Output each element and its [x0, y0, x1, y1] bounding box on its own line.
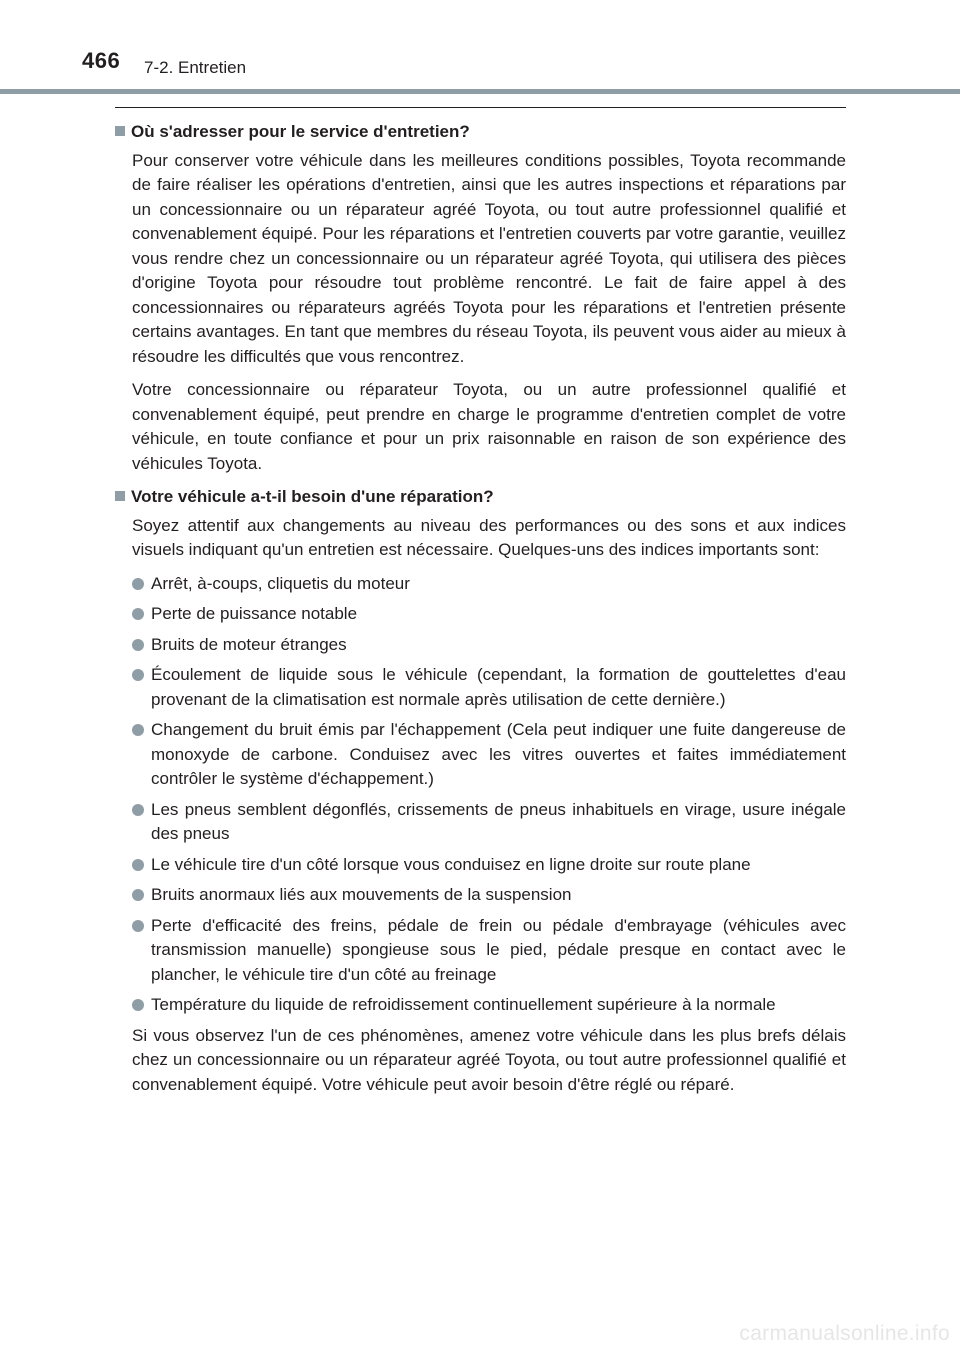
list-item-text: Perte de puissance notable: [151, 604, 358, 623]
list-item: [132, 914, 846, 988]
paragraph: Si vous observez l'un de ces phénomènes, amenez votre véhicule dans les plus brefs délais chez un concessionnaire ou un réparateur agréé Toyota, ou tout autre professionnel qualifié et convenablement équipé. Votre véhicule peut avoir besoin d'être réglé ou réparé.: [132, 1025, 846, 1094]
header-bar: [0, 89, 960, 94]
paragraph: Votre concessionnaire ou réparateur Toyota, ou un autre professionnel qualifié et convenablement équipé, peut prendre en charge le programme d'entretien complet de votre véhicule, en toute confiance et pour un prix raisonnable en raison de son expérience des véhicules Toyota.: [132, 380, 846, 473]
list-item-text: Arrêt, à-coups, cliquetis du moteur: [151, 573, 410, 593]
list-item-text: Le véhicule tire d'un côté lorsque vous conduisez en ligne droite sur route plane: [151, 854, 751, 874]
section-title: 7-2. Entretien: [144, 58, 247, 77]
circle-bullet-icon: [132, 669, 144, 681]
circle-bullet-icon: [132, 804, 144, 816]
list-item: [132, 993, 846, 1018]
circle-bullet-icon: [132, 608, 144, 620]
section-heading: [115, 485, 846, 510]
heading-text: Votre véhicule a-t-il besoin d'une réparation?: [131, 487, 494, 506]
circle-bullet-icon: [132, 639, 144, 651]
paragraph: Soyez attentif aux changements au niveau des performances ou des sons et aux indices visuels indiquant qu'un entretien est nécessaire. Quelques-uns des indices importants sont:: [132, 515, 846, 559]
list-item: [132, 718, 846, 792]
top-rule: [115, 107, 846, 108]
circle-bullet-icon: [132, 724, 144, 736]
list-item-text: Écoulement de liquide sous le véhicule (cependant, la formation de gouttelettes d'eau provenant de la climatisation est normale après utilisation de cette dernière.): [151, 665, 846, 709]
page-content: [115, 120, 846, 1106]
circle-bullet-icon: [132, 889, 144, 901]
paragraph: Pour conserver votre véhicule dans les meilleures conditions possibles, Toyota recommande de faire réaliser les opérations d'entretien, ainsi que les autres inspections et réparations par un concessionnaire ou un réparateur agréé Toyota, ou tout autre professionnel qualifié et convenablement équipé. Pour les réparations et l'entretien couverts par votre garantie, veuillez vous rendre chez un concessionnaire ou un réparateur agréé Toyota, qui utilisera des pièces d'origine Toyota pour résoudre tout problème rencontré. Le fait de faire appel à des concessionnaires ou réparateurs agréés Toyota pour les réparations et l'entretien présente certains avantages. En tant que membres du réseau Toyota, ils peuvent vous aider au mieux à résoudre les difficultés que vous rencontrez.: [132, 150, 846, 366]
list-item: [132, 572, 846, 597]
list-item-text: Bruits de moteur étranges: [151, 634, 347, 654]
circle-bullet-icon: [132, 920, 144, 932]
circle-bullet-icon: [132, 859, 144, 871]
list-item: [132, 663, 846, 712]
square-bullet-icon: [115, 126, 125, 136]
list-item: [132, 798, 846, 847]
page-header: [0, 0, 960, 96]
list-item-text: Température du liquide de refroidissement continuellement supérieure à la normale: [151, 995, 776, 1014]
list-item: [132, 602, 846, 627]
list-item-text: Changement du bruit émis par l'échappement (Cela peut indiquer une fuite dangereuse de monoxyde de carbone. Conduisez avec les vitres ouvertes et faites immédiatement contrôler le système d'échappement.): [151, 720, 846, 788]
list-item-text: Bruits anormaux liés aux mouvements de la suspension: [151, 885, 572, 904]
watermark: carmanualsonline.info: [739, 1322, 950, 1345]
heading-text: Où s'adresser pour le service d'entretien?: [131, 122, 470, 141]
list-item-text: Perte d'efficacité des freins, pédale de frein ou pédale d'embrayage (véhicules avec transmission manuelle) spongieuse sous le pied, pédale presque en contact avec le plancher, le véhicule tire d'un côté au freinage: [151, 915, 846, 984]
list-item: [132, 633, 846, 658]
list-item: [132, 883, 846, 908]
page-number: 466: [82, 48, 121, 73]
square-bullet-icon: [115, 491, 125, 501]
section-heading: [115, 120, 846, 145]
circle-bullet-icon: [132, 999, 144, 1011]
circle-bullet-icon: [132, 578, 144, 590]
list-item: [132, 853, 846, 878]
list-item-text: Les pneus semblent dégonflés, crissements de pneus inhabituels en virage, usure inégale des pneus: [151, 799, 846, 843]
